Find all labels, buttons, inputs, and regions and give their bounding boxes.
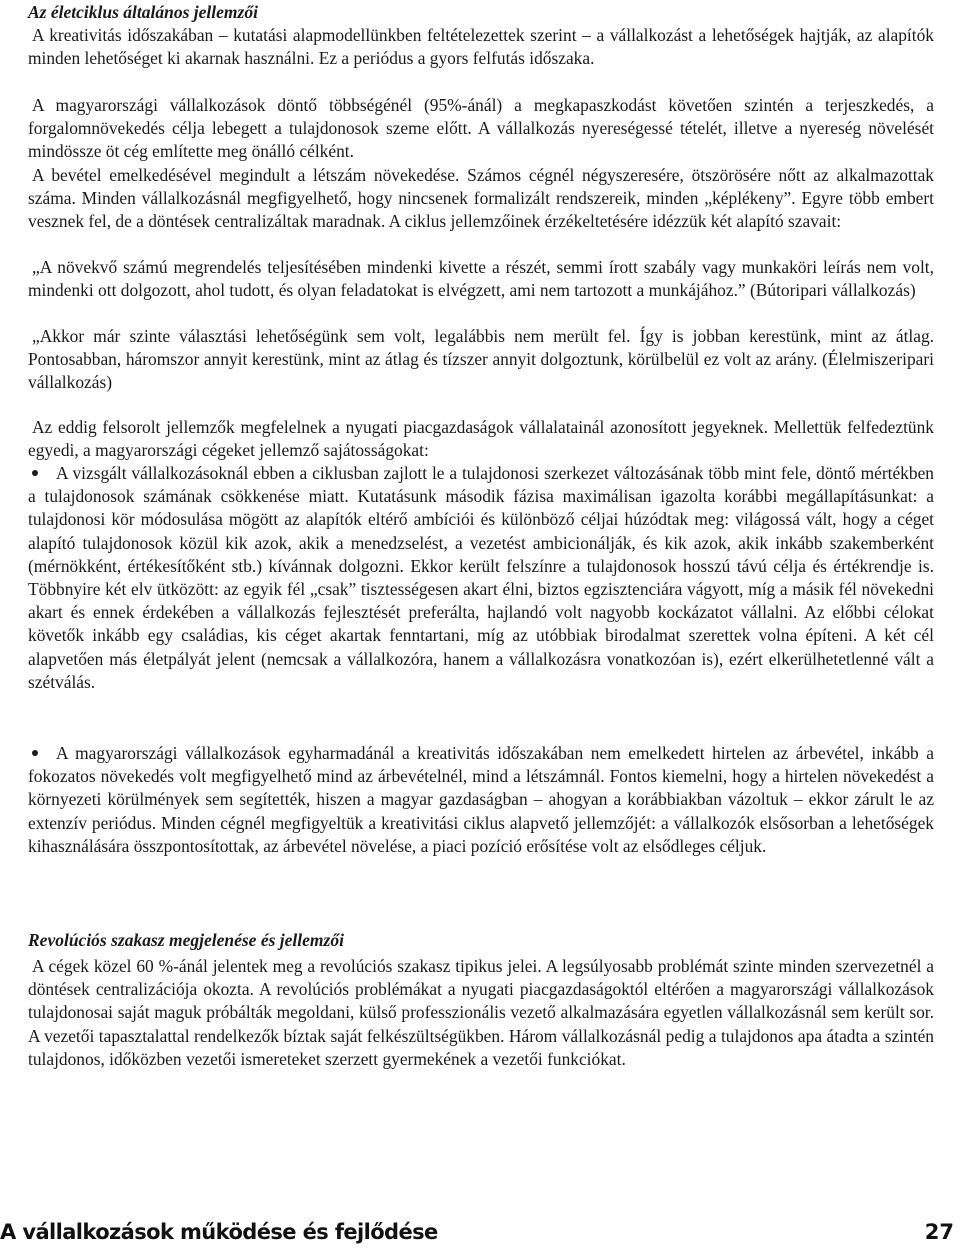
quote-food-company: „Akkor már szinte választási lehetőségünk sem volt, legalábbis nem merült fel. Így is jobban kerestünk, mint az átlag. Pontosabban, háromszor annyit kerestünk, mint az átlag és tízszer annyit dolgoztunk, körülbelül ez volt az arány. (Élelmiszeripari vállalkozás)	[28, 326, 934, 393]
bullet-dot	[32, 470, 38, 476]
page-footer	[0, 1218, 960, 1250]
bullet-dot	[32, 750, 38, 756]
bullet-ownership-change	[28, 462, 934, 694]
bullet-text-ownership: A vizsgált vállalkozásoknál ebben a ciklusban zajlott le a tulajdonosi szerkezet változásának több mint fele, döntő mértékben a tulajdonosok számának csökkenése miatt. Kutatásunk második fázisa maximálisan igazolta korábbi megállapításunkat: a tulajdonosi kör módosulása mögött az alapítók eltérő ambíciói és különböző céljai húzódtak meg: világossá vált, hogy a céget alapító tulajdonosok közül kik azok, akik a menedzselést, a vezetést ambicionálják, és kik azok, akik inkább szakemberként (mérnökként, értékesítőként stb.) kívánnak dolgozni. Ekkor került felszínre a tulajdonosok hosszú távú célja és értékrendje is. Többnyire két elv ütközött: az egyik fél „csak” tisztességesen akart élni, biztos egzisztenciára vágyott, míg a másik fél növekedni akart és ennek érdekében a vállalkozás fejlesztését preferálta, hajlandó volt nagyobb kockázatot vállalni. Az előbbi célokat követők inkább egy családias, kis céget akartak fenntartani, míg az utóbbiak birodalmat szerettek volna építeni. A két cél alapvetően más életpályát jelent (nemcsak a vállalkozóra, hanem a vállalkozásra vonatkozóan is), ezért elkerülhetetlenné vált a szétválás.	[28, 463, 934, 692]
section-heading-revolution: Revolúciós szakasz megjelenése és jellemzői	[28, 930, 344, 950]
paragraph-western-comparison: Az eddig felsorolt jellemzők megfelelnek a nyugati piacgazdaságok vállalatainál azonosított jegyeknek. Mellettük felfedeztünk egyedi, a magyarországi cégeket jellemző sajátosságokat:	[28, 417, 934, 461]
bullet-text-growth: A magyarországi vállalkozások egyharmadánál a kreativitás időszakában nem emelkedett hirtelen az árbevétel, inkább a fokozatos növekedés volt megfigyelhető mind az árbevételnél, mind a létszámnál. Fontos kiemelni, hogy a hirtelen növekedést a környezeti körülmények sem segítették, hiszen a magyar gazdaságban – ahogyan a korábbiakban vázoltuk – ekkor zárult le az extenzív periódus. Minden cégnél megfigyeltük a kreativitási ciklus alapvető jellemzőjét: a vállalkozók elsősorban a lehetőségek kihasználására összpontosítottak, az árbevétel növelése, a piaci pozíció erősítése volt az elsődleges céljuk.	[28, 743, 934, 856]
paragraph-revolution: A cégek közel 60 %-ánál jelentek meg a revolúciós szakasz tipikus jelei. A legsúlyosabb problémát szinte minden szervezetnél a döntések centralizációja okozta. A revolúciós problémákat a nyugati piacgazdaságoktól eltérően a magyarországi vállalkozások tulajdonosai saját maguk próbálták megoldani, külső professzionális vezető alkalmazására egyetlen vállalkozásnál sem került sor. A vezetői tapasztalattal rendelkezők bíztak saját felkészültségükben. Három vállalkozásnál pedig a tulajdonos apa átadta a szintén tulajdonos, időközben vezetői ismereteket szerzett gyermekének a vezetői funkciókat.	[28, 956, 934, 1069]
paragraph-hungarian-firms: A magyarországi vállalkozások döntő többségénél (95%-ánál) a megkapaszkodást követően szintén a terjeszkedés, a forgalomnövekedés célja lebegett a tulajdonosok szeme előtt. A vállalkozás nyereségessé tételét, illetve a nyereség növelését mindössze öt cég említette meg önálló célként.	[28, 95, 934, 162]
quote-furniture-company: „A növekvő számú megrendelés teljesítésében mindenki kivette a részét, semmi írott szabály vagy munkaköri leírás nem volt, mindenki ott dolgozott, ahol tudott, és olyan feladatokat is elvégzett, ami nem tartozott a munkájához.” (Bútoripari vállalkozás)	[28, 257, 934, 301]
section-heading-lifecycle: Az életciklus általános jellemzői	[28, 2, 258, 22]
paragraph-revenue-growth: A bevétel emelkedésével megindult a létszám növekedése. Számos cégnél négyszeresére, ötszörösére nőtt az alkalmazottak száma. Minden vállalkozásnál megfigyelhető, hogy nincsenek formalizált rendszereik, minden „képlékeny”. Egyre több embert vesznek fel, de a döntések centralizáltak maradnak. A ciklus jellemzőinek érzékeltetésére idézzük két alapító szavait:	[28, 165, 934, 232]
paragraph-creativity: A kreativitás időszakában – kutatási alapmodellünkben feltételezettek szerint – a vállalkozást a lehetőségek hajtják, az alapítók minden lehetőséget ki akarnak használni. Ez a periódus a gyors felfutás időszaka.	[28, 25, 934, 69]
footer-book-title: A vállalkozások működése és fejlődése	[0, 1220, 438, 1244]
page-number: 27	[924, 1220, 954, 1244]
bullet-gradual-growth	[28, 742, 934, 858]
